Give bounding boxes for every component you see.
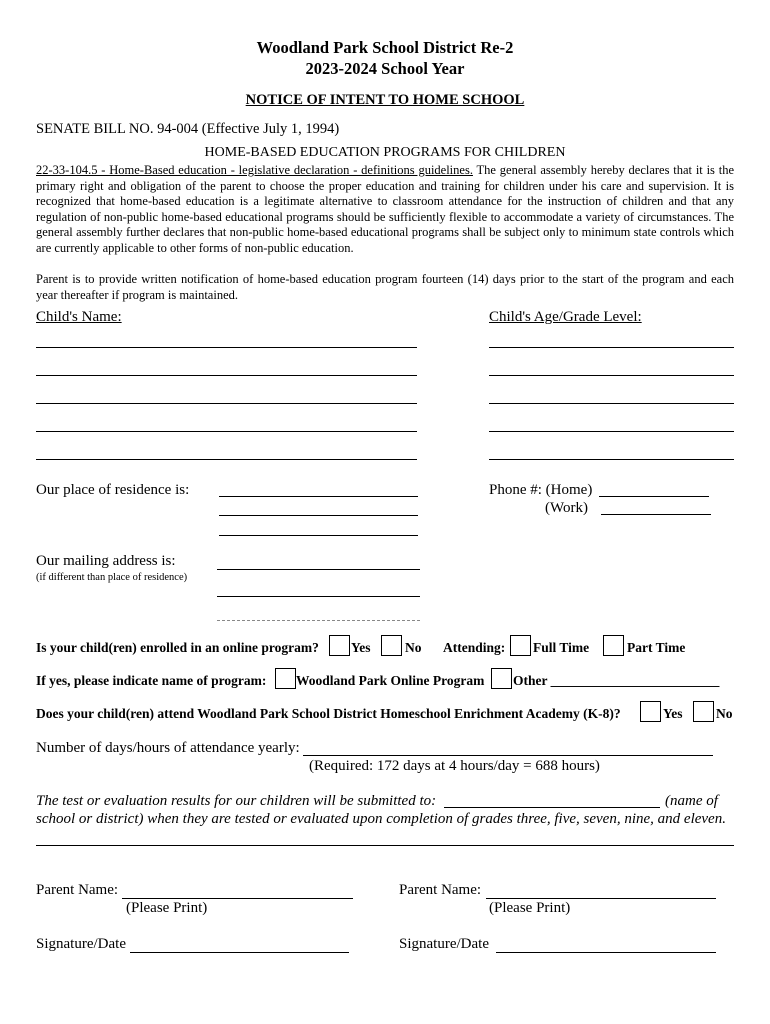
- online-question: Is your child(ren) enrolled in an online program?: [36, 640, 319, 655]
- residence-field-2[interactable]: [219, 515, 418, 516]
- woodland-program-checkbox[interactable]: [275, 668, 296, 689]
- evaluation-text-1: The test or evaluation results for our children will be submitted to:: [36, 793, 437, 809]
- program-question: If yes, please indicate name of program:: [36, 673, 267, 688]
- child-name-field-5[interactable]: [36, 459, 417, 460]
- other-program-checkbox[interactable]: [491, 668, 512, 689]
- signature-date-label-2: Signature/Date: [399, 936, 489, 952]
- child-name-field-4[interactable]: [36, 431, 417, 432]
- child-age-field-5[interactable]: [489, 459, 734, 460]
- parent-name-field-1[interactable]: [122, 898, 353, 899]
- district-title: Woodland Park School District Re-2: [256, 38, 514, 57]
- section-divider: [36, 845, 734, 846]
- phone-home-label: Phone #: (Home): [489, 482, 593, 498]
- signature-date-field-1[interactable]: [130, 952, 349, 953]
- mailing-note: (if different than place of residence): [36, 572, 188, 583]
- online-yes-checkbox[interactable]: [329, 635, 350, 656]
- senate-bill: SENATE BILL NO. 94-004 (Effective July 1, 1994): [36, 121, 340, 137]
- signature-date-label-1: Signature/Date: [36, 936, 126, 952]
- child-name-field-3[interactable]: [36, 403, 417, 404]
- child-age-field-2[interactable]: [489, 375, 734, 376]
- child-age-label: Child's Age/Grade Level:: [489, 309, 642, 325]
- attendance-field[interactable]: [303, 755, 713, 756]
- school-year: 2023-2024 School Year: [305, 59, 465, 78]
- child-name-field-1[interactable]: [36, 347, 417, 348]
- online-no-checkbox[interactable]: [381, 635, 402, 656]
- full-time-label: Full Time: [533, 640, 590, 655]
- child-age-field-1[interactable]: [489, 347, 734, 348]
- mailing-field-3[interactable]: [217, 620, 420, 621]
- parent-name-field-2[interactable]: [486, 898, 716, 899]
- full-time-checkbox[interactable]: [510, 635, 531, 656]
- academy-no-checkbox[interactable]: [693, 701, 714, 722]
- evaluation-field[interactable]: [444, 807, 660, 808]
- please-print-1: (Please Print): [126, 900, 208, 916]
- mailing-label: Our mailing address is:: [36, 553, 176, 569]
- academy-question: Does your child(ren) attend Woodland Park School District Homeschool Enrichment Academy (K-8)?: [36, 706, 621, 721]
- online-yes-label: Yes: [351, 640, 371, 655]
- programs-heading: HOME-BASED EDUCATION PROGRAMS FOR CHILDREN: [204, 145, 566, 160]
- please-print-2: (Please Print): [489, 900, 571, 916]
- residence-field-1[interactable]: [219, 496, 418, 497]
- child-age-field-4[interactable]: [489, 431, 734, 432]
- parent-name-label-2: Parent Name:: [399, 882, 482, 898]
- notice-title: NOTICE OF INTENT TO HOME SCHOOL: [245, 92, 525, 108]
- evaluation-text-1b: (name of: [665, 793, 718, 809]
- parent-name-label-1: Parent Name:: [36, 882, 119, 898]
- online-no-label: No: [405, 640, 422, 655]
- child-age-field-3[interactable]: [489, 403, 734, 404]
- phone-work-label: (Work): [545, 500, 588, 516]
- woodland-program-label: Woodland Park Online Program: [296, 673, 485, 688]
- statute-paragraph: [36, 163, 734, 257]
- academy-yes-label: Yes: [663, 706, 683, 721]
- part-time-checkbox[interactable]: [603, 635, 624, 656]
- statute-citation: 22-33-104.5 - Home-Based education - legislative declaration - definitions guidelines.: [36, 163, 473, 177]
- child-name-label: Child's Name:: [36, 309, 122, 325]
- phone-work-field[interactable]: [601, 514, 711, 515]
- mailing-field-2[interactable]: [217, 596, 420, 597]
- attending-label: Attending:: [443, 640, 506, 655]
- academy-yes-checkbox[interactable]: [640, 701, 661, 722]
- notification-paragraph: Parent is to provide written notification of home-based education program fourteen (14) days prior to the start of the program and each year thereafter if program is maintained.: [36, 272, 734, 302]
- evaluation-text-2: school or district) when they are tested or evaluated upon completion of grades three, five, seven, nine, and eleven.: [36, 811, 726, 827]
- academy-no-label: No: [716, 706, 733, 721]
- signature-date-field-2[interactable]: [496, 952, 716, 953]
- other-program-label[interactable]: Other _________________________: [513, 673, 720, 688]
- child-name-field-2[interactable]: [36, 375, 417, 376]
- part-time-label: Part Time: [627, 640, 686, 655]
- residence-field-3[interactable]: [219, 535, 418, 536]
- phone-home-field[interactable]: [599, 496, 709, 497]
- mailing-field-1[interactable]: [217, 569, 420, 570]
- residence-label: Our place of residence is:: [36, 482, 190, 498]
- statute-text: The general assembly hereby declares that it is the primary right and obligation of the parent to choose the proper education and training for children under his care and supervision. It is recognized that home-based education is a legitimate alternative to classroom attendance for the instruction of children and that any regulation of non-public home-based educational programs should be sufficiently flexible to accommodate a variety of circumstances. The general assembly further declares that non-public home-based educational programs shall be subject only to minimum state controls which are currently applicable to other forms of non-public education.: [36, 163, 735, 255]
- attendance-required: (Required: 172 days at 4 hours/day = 688 hours): [309, 758, 600, 774]
- attendance-label: Number of days/hours of attendance yearly:: [36, 740, 300, 756]
